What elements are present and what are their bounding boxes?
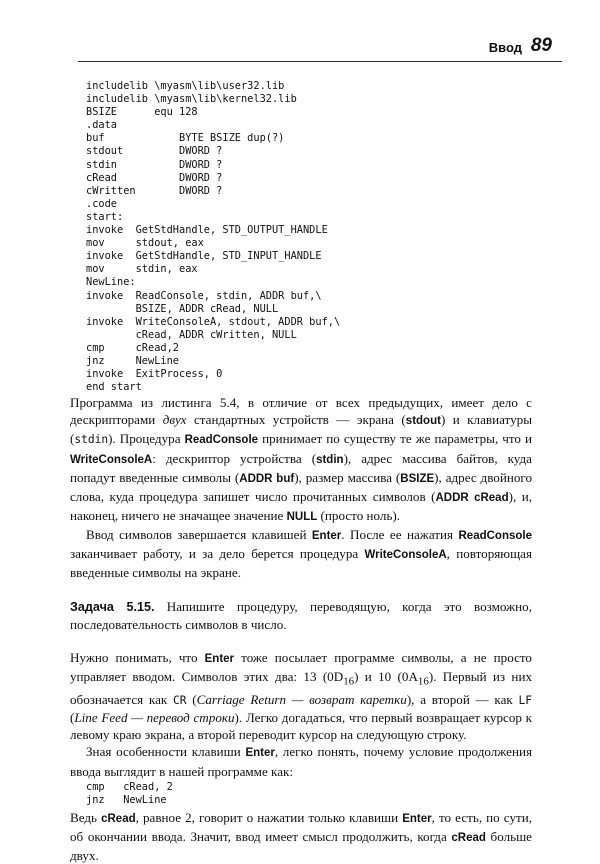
- running-title: Ввод: [488, 40, 522, 55]
- code-line: cmp cRead, 2: [86, 780, 173, 793]
- code-line: cRead, ADDR cWritten, NULL: [86, 328, 297, 341]
- code-line: includelib \myasm\lib\kernel32.lib: [86, 93, 297, 106]
- task-label: Задача 5.15.: [70, 600, 155, 615]
- code-snippet: [86, 781, 532, 807]
- task-statement: Задача 5.15. Напишите процедуру, переводящую, когда это возможно, последовательность символов в число.: [70, 599, 532, 633]
- code-line: NewLine:: [86, 276, 136, 289]
- code-line: cRead DWORD ?: [86, 171, 223, 184]
- code-line: invoke GetStdHandle, STD_INPUT_HANDLE: [86, 250, 322, 263]
- code-line: start:: [86, 210, 124, 223]
- code-line: invoke ExitProcess, 0: [86, 368, 223, 381]
- code-line: stdout DWORD ?: [86, 145, 223, 158]
- code-line: jnz NewLine: [86, 354, 179, 367]
- code-line: invoke ReadConsole, stdin, ADDR buf,\: [86, 289, 322, 302]
- paragraph-enter-characters: Нужно понимать, что Enter тоже посылает программе символы, а не просто управляет вводом. Символов этих два: 13 $(0D_{16})$ и 10 $(0A_{16})$. Первый из них обозначается как CR (Carriage Return — возврат каретки), а второй — как LF (Line Feed — перевод строки). Легко догадаться, что первый возвращает курсор к левому краю экрана, а второй переводит курсор на следующую строку.: [70, 650, 533, 743]
- paragraph-enter-key: Ввод символов завершается клавишей Enter. После ее нажатия ReadConsole заканчивает работу, и за дело берется процедура WriteConsoleA, повторяющая введенные символы на экране.: [70, 526, 532, 581]
- code-line: .code: [86, 197, 117, 210]
- paragraph-loop-condition: Зная особенности клавиши Enter, легко понять, почему условие продолжения ввода выглядит в нашей программе как:: [70, 744, 532, 779]
- code-line: stdin DWORD ?: [86, 158, 223, 171]
- code-line: mov stdin, eax: [86, 263, 198, 276]
- header-rule: [78, 61, 562, 62]
- code-line: .data: [86, 119, 117, 132]
- code-listing: [86, 80, 532, 394]
- code-line: BSIZE equ 128: [86, 106, 198, 119]
- page-header: [0, 0, 600, 72]
- code-line: cWritten DWORD ?: [86, 184, 223, 197]
- paragraph-listing-explanation: Программа из листинга 5.4, в отличие от всех предыдущих, имеет дело с дескрипторами двух стандартных устройств — экрана (stdout) и клавиатуры (stdin). Процедура ReadConsole принимает по существу те же параметры, что и WriteConsoleA: дескриптор устройства (stdin), адрес массива байтов, куда попадут введенные символы (ADDR buf), размер массива (BSIZE), адрес двойного слова, куда процедура запишет число прочитанных символов (ADDR cRead), и, наконец, ничего не значащее значение NULL (просто ноль).: [70, 395, 533, 523]
- code-line: invoke GetStdHandle, STD_OUTPUT_HANDLE: [86, 224, 328, 237]
- code-line: jnz NewLine: [86, 793, 167, 806]
- code-line: cmp cRead,2: [86, 341, 179, 354]
- page-content: [70, 80, 532, 864]
- code-line: includelib \myasm\lib\user32.lib: [86, 80, 285, 92]
- code-line: BSIZE, ADDR cRead, NULL: [86, 302, 279, 315]
- code-line: end start: [86, 381, 142, 394]
- paragraph-conclusion: Ведь cRead, равное 2, говорит о нажатии только клавиши Enter, то есть, по сути, об окончании ввода. Значит, ввод имеет смысл продолжить, когда cRead больше двух.: [70, 809, 532, 864]
- page-number: 89: [530, 35, 552, 56]
- code-line: invoke WriteConsoleA, stdout, ADDR buf,\: [86, 315, 341, 328]
- code-line: buf BYTE BSIZE dup(?): [86, 132, 285, 145]
- code-line: mov stdout, eax: [86, 237, 204, 250]
